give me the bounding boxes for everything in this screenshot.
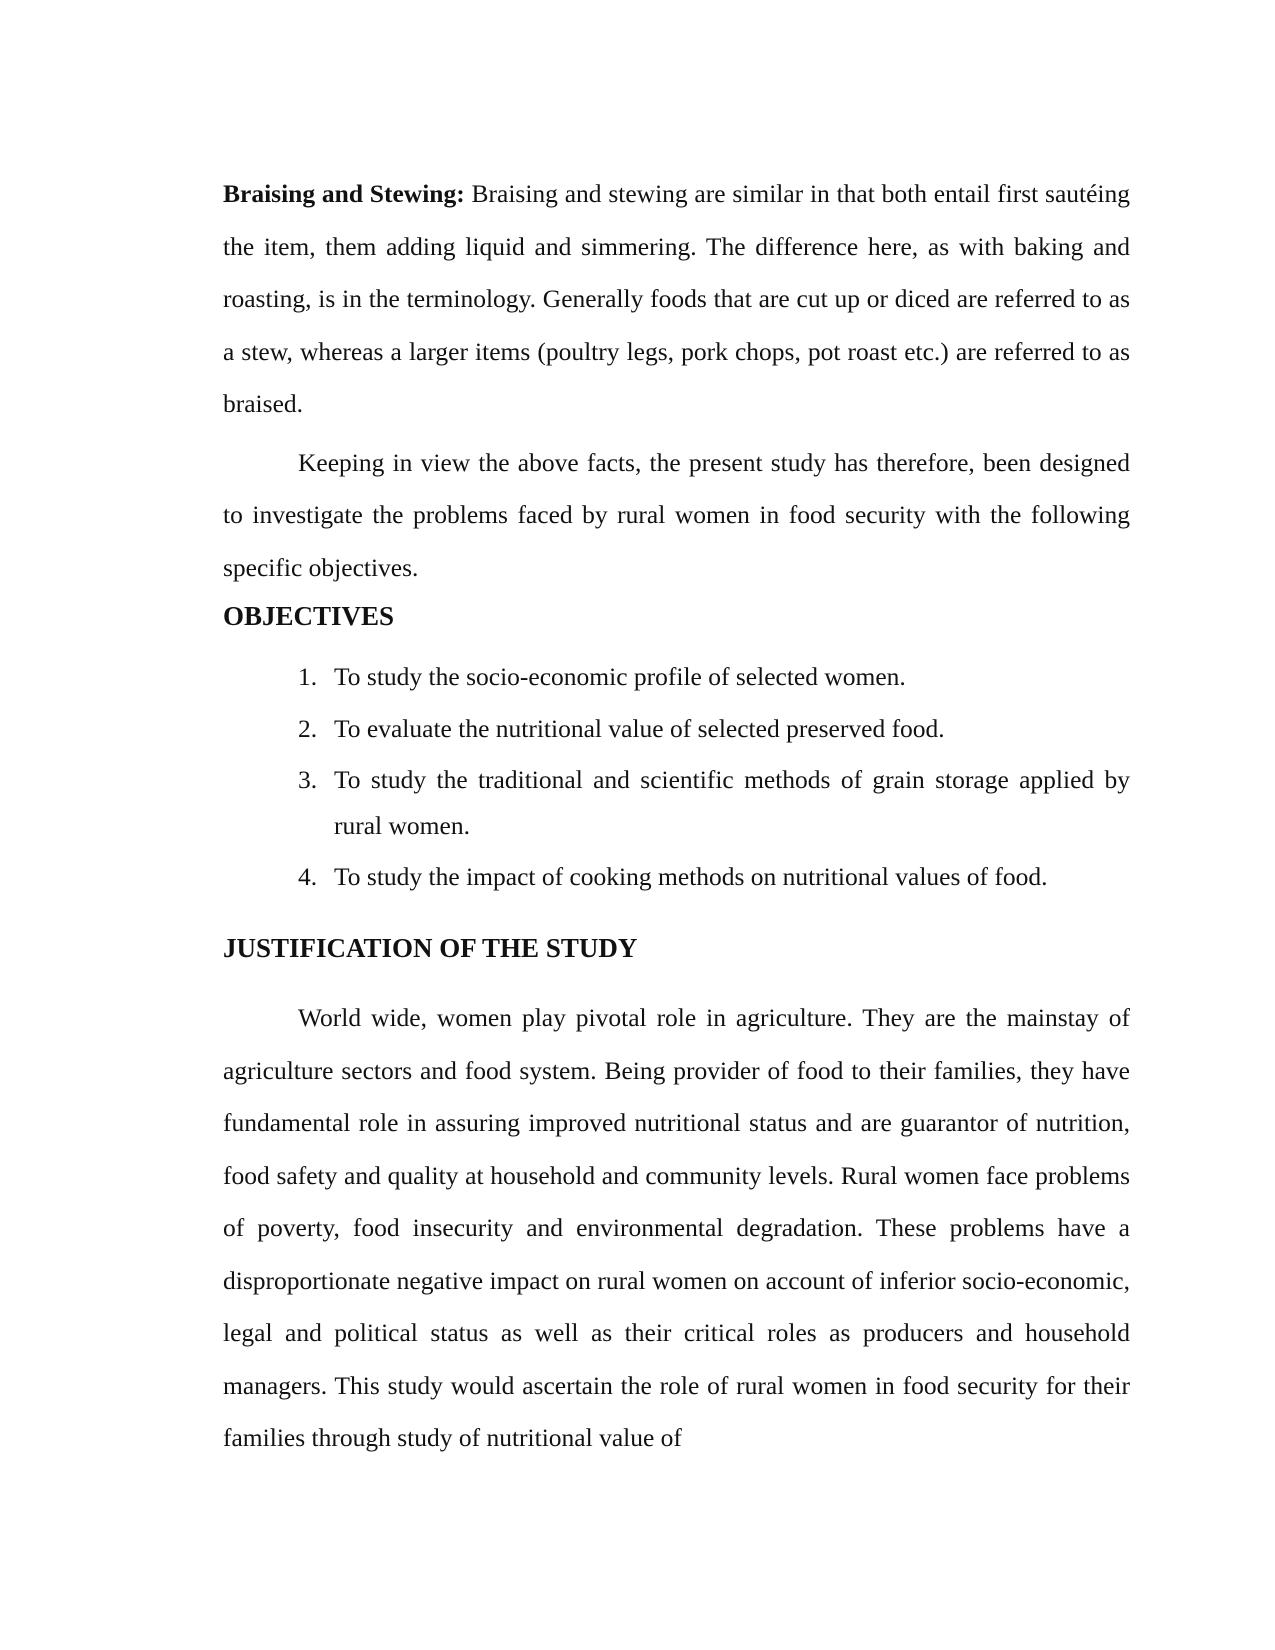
objective-number: 1. (298, 662, 318, 691)
objective-number: 2. (298, 714, 318, 743)
objective-item (223, 653, 1130, 700)
objective-number: 3. (298, 765, 318, 794)
document-page (223, 168, 1130, 1465)
justification-heading: JUSTIFICATION OF THE STUDY (223, 933, 638, 963)
objectives-heading: OBJECTIVES (223, 601, 395, 631)
justification-paragraph: World wide, women play pivotal role in agriculture. They are the mainstay of agriculture sectors and food system. Being provider of food to their families, they have fundamental role in assuring improved nutritional status and are guarantor of nutrition, food safety and quality at household and community levels. Rural women face problems of poverty, food insecurity and environmental degradation. These problems have a disproportionate negative impact on rural women on account of inferior socio-economic, legal and political status as well as their critical roles as producers and household managers. This study would ascertain the role of rural women in food security for their families through study of nutritional value of (223, 1003, 1130, 1452)
braising-stewing-text: Braising and stewing are similar in that both entail first sautéing the item, them adding liquid and simmering. The difference here, as with baking and roasting, is in the terminology. Generally foods that are cut up or diced are referred to as a stew, whereas a larger items (poultry legs, pork chops, pot roast etc.) are referred to as braised. (223, 179, 1131, 418)
objective-text: To study the impact of cooking methods on nutritional values of food. (334, 862, 1048, 891)
braising-stewing-paragraph (223, 168, 1130, 431)
objective-text: To evaluate the nutritional value of selected preserved food. (334, 714, 945, 743)
objective-item (223, 757, 1130, 849)
objective-text: To study the socio-economic profile of selected women. (334, 662, 906, 691)
objectives-list (223, 653, 1130, 900)
intro-paragraph: Keeping in view the above facts, the present study has therefore, been designed to investigate the problems faced by rural women in food security with the following specific objectives. (223, 447, 1130, 582)
braising-stewing-run-in-heading: Braising and Stewing: (223, 179, 465, 208)
objective-text: To study the traditional and scientific methods of grain storage applied by rural women. (334, 765, 1130, 840)
objective-number: 4. (298, 862, 318, 891)
objective-item (223, 705, 1130, 752)
objective-item (223, 853, 1130, 900)
